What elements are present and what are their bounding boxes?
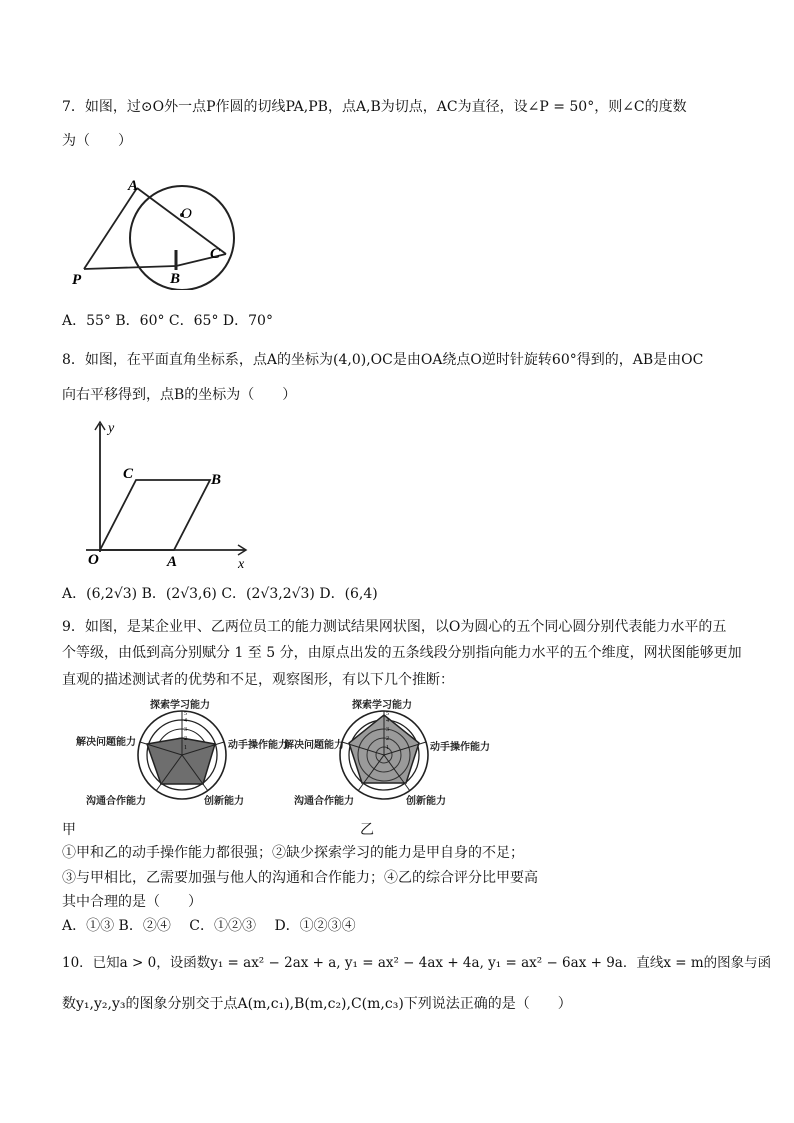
q7-options: A．55° B．60° C．65° D．70° <box>62 313 273 329</box>
q9-stem: 9．如图，是某企业甲、乙两位员工的能力测试结果网状图，以O为圆心的五个同心圆分别代表能力水平的五 <box>62 619 727 635</box>
q9-jia-tick-5: 5 <box>184 711 187 717</box>
q8-options: A．(6,2√3) B．(2√3,6) C．(2√3,2√3) D．(6,4) <box>62 586 378 602</box>
q9-yi-tick-4: 4 <box>386 718 389 724</box>
q9-statement-2: ③与甲相比，乙需要加强与他人的沟通和合作能力；④乙的综合评分比甲要高 <box>62 870 538 886</box>
q8-label-b: B <box>211 472 222 488</box>
q7-stem: 7．如图，过⊙O外一点P作圆的切线PA,PB，点A,B为切点，AC为直径，设∠P = 50°，则∠C的度数 <box>62 99 687 115</box>
q8-stem: 8．如图，在平面直角坐标系，点A的坐标为(4,0),OC是由OA绕点O逆时针旋转60°得到的，AB是由OC <box>62 352 704 368</box>
q7-label-c: C <box>210 246 221 262</box>
q9-yi-tick-3: 3 <box>386 727 389 733</box>
q9-yi-label-left: 解决问题能力 <box>284 740 344 751</box>
q9-label-yi: 乙 <box>360 822 374 838</box>
q9-jia-tick-2: 2 <box>184 736 187 742</box>
q9-jia-tick-4: 4 <box>184 718 187 724</box>
q9-yi-tick-2: 2 <box>386 736 389 742</box>
q9-statement-1: ①甲和乙的动手操作能力都很强；②缺少探索学习的能力是甲自身的不足； <box>62 845 524 861</box>
q9-radar-jia <box>66 698 296 810</box>
q9-jia-label-right: 动手操作能力 <box>228 740 288 751</box>
q9-options: A．①③ B．②④ C．①②③ D．①②③④ <box>62 918 356 934</box>
q10-stem: 10．已知a > 0，设函数y₁ = ax² − 2ax + a, y₁ = ax² − 4ax + 4a, y₁ = ax² − 6ax + 9a．直线x = m的图象与函 <box>62 955 772 971</box>
q9-jia-label-left: 解决问题能力 <box>76 737 136 748</box>
q8-label-o: O <box>88 552 99 568</box>
q9-yi-tick-5: 5 <box>386 711 389 717</box>
q9-yi-label-right: 动手操作能力 <box>430 742 490 753</box>
q9-stem-cont2: 直观的描述测试者的优势和不足，观察图形，有以下几个推断： <box>62 672 454 688</box>
q9-yi-tick-1: 1 <box>386 745 389 751</box>
q8-axis-y: y <box>108 421 115 436</box>
q7-label-p: P <box>72 272 82 288</box>
q9-radar-yi <box>282 698 514 810</box>
q7-label-b: B <box>170 271 181 287</box>
q8-coordinate-figure <box>66 418 266 570</box>
q10-stem-cont: 数y₁,y₂,y₃的图象分别交于点A(m,c₁),B(m,c₂),C(m,c₃)下列说法正确的是（ ） <box>62 996 572 1012</box>
q9-jia-label-bottom-right: 创新能力 <box>204 796 244 807</box>
q9-jia-tick-3: 3 <box>184 727 187 733</box>
q9-jia-label-bottom-left: 沟通合作能力 <box>86 796 146 807</box>
q8-axis-x: x <box>238 557 245 570</box>
q9-label-jia: 甲 <box>62 822 76 838</box>
q9-yi-label-top: 探索学习能力 <box>352 700 412 711</box>
q8-stem-cont: 向右平移得到，点B的坐标为（ ） <box>62 387 297 403</box>
q7-circle-figure <box>66 170 241 290</box>
q8-label-a: A <box>167 554 178 570</box>
q9-question: 其中合理的是（ ） <box>62 894 202 910</box>
q7-stem-cont: 为（ ） <box>62 133 132 149</box>
q9-stem-cont: 个等级，由低到高分别赋分 1 至 5 分，由原点出发的五条线段分别指向能力水平的五个维度，网状图能够更加 <box>62 645 742 661</box>
q9-yi-label-bottom-right: 创新能力 <box>406 796 446 807</box>
q9-yi-label-bottom-left: 沟通合作能力 <box>294 796 354 807</box>
q8-label-c: C <box>123 466 134 482</box>
q9-jia-tick-1: 1 <box>184 745 187 751</box>
q7-label-a: A <box>128 178 139 194</box>
q7-label-o: O <box>181 206 192 222</box>
q9-jia-label-top: 探索学习能力 <box>150 700 210 711</box>
